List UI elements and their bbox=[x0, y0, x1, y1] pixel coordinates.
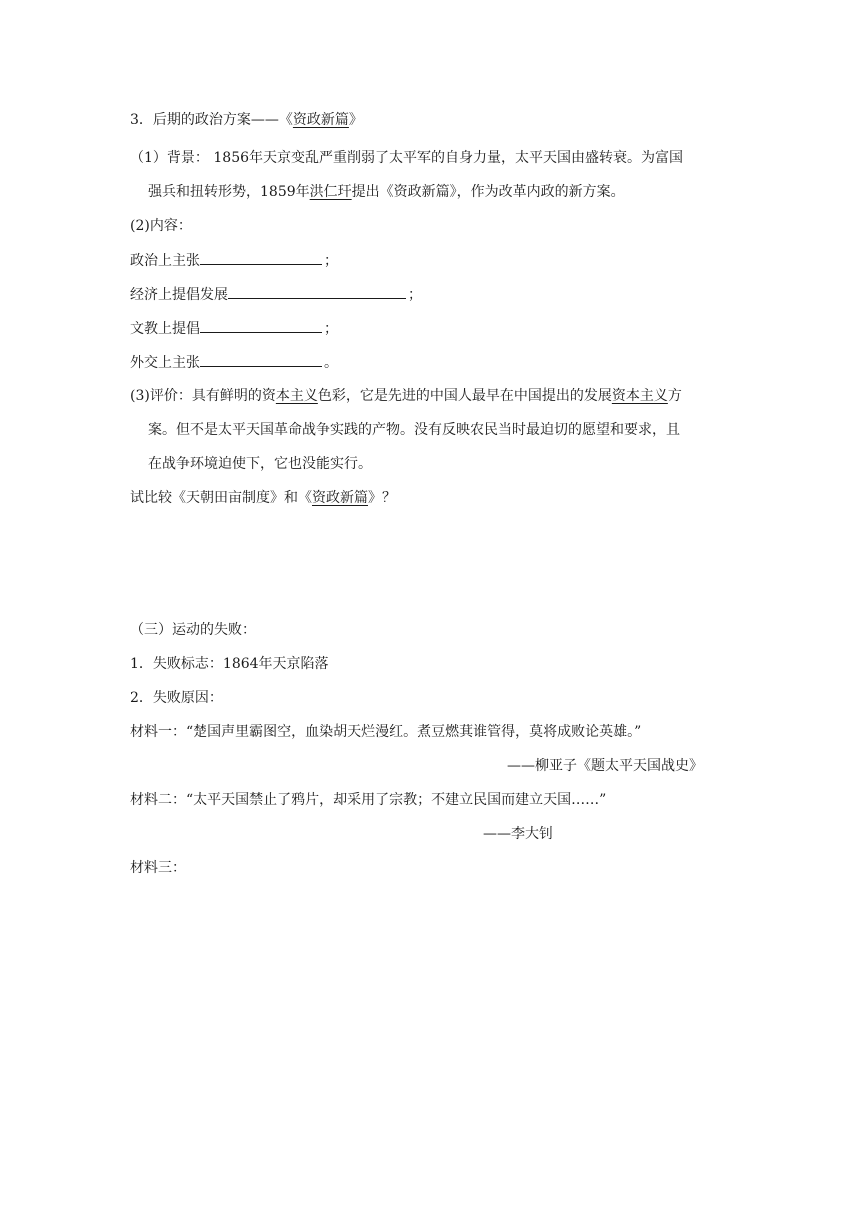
part-3-heading: （三）运动的失败： bbox=[130, 622, 256, 638]
content-label: (2)内容： bbox=[130, 218, 192, 234]
material-3: 材料三： bbox=[130, 860, 186, 876]
blank-diplomacy[interactable] bbox=[200, 352, 322, 367]
evaluation-line-2: 案。但不是太平天国革命战争实践的产物。没有反映农民当时最迫切的愿望和要求，且 bbox=[148, 422, 680, 438]
compare-question: 试比较《天朝田亩制度》和《资政新篇》？ bbox=[130, 490, 396, 506]
evaluation-line-3: 在战争环境迫使下，它也没能实行。 bbox=[148, 456, 372, 472]
fill-culture: 文教上提倡 ； bbox=[130, 318, 338, 339]
material-1: 材料一：“楚国声里霸图空，血染胡天烂漫红。煮豆燃萁谁管得，莫将成败论英雄。” bbox=[130, 724, 642, 740]
evaluation-line-1: (3)评价：具有鲜明的资本主义色彩，它是先进的中国人最早在中国提出的发展资本主义方 bbox=[130, 388, 682, 404]
section-3-heading: 3．后期的政治方案——《资政新篇》 bbox=[130, 112, 363, 128]
blank-economy[interactable] bbox=[228, 284, 406, 299]
blank-culture[interactable] bbox=[200, 318, 322, 333]
fill-diplomacy: 外交上主张 。 bbox=[130, 352, 338, 373]
fill-economy: 经济上提倡发展 ； bbox=[130, 284, 422, 305]
fill-politics: 政治上主张 ； bbox=[130, 250, 338, 271]
failure-reasons: 2．失败原因： bbox=[130, 690, 223, 706]
material-2-source: ——李大钊 bbox=[483, 826, 553, 842]
background-line-1: （1）背景： 1856年天京变乱严重削弱了太平军的自身力量，太平天国由盛转衰。为富国 bbox=[130, 150, 684, 166]
blank-politics[interactable] bbox=[200, 250, 322, 265]
material-2: 材料二：“太平天国禁止了鸦片，却采用了宗教；不建立民国而建立天国……” bbox=[130, 792, 607, 808]
background-line-2: 强兵和扭转形势，1859年洪仁玕提出《资政新篇》，作为改革内政的新方案。 bbox=[148, 184, 625, 200]
material-1-source: ——柳亚子《题太平天国战史》 bbox=[507, 758, 703, 774]
failure-sign: 1．失败标志：1864年天京陷落 bbox=[130, 656, 329, 672]
